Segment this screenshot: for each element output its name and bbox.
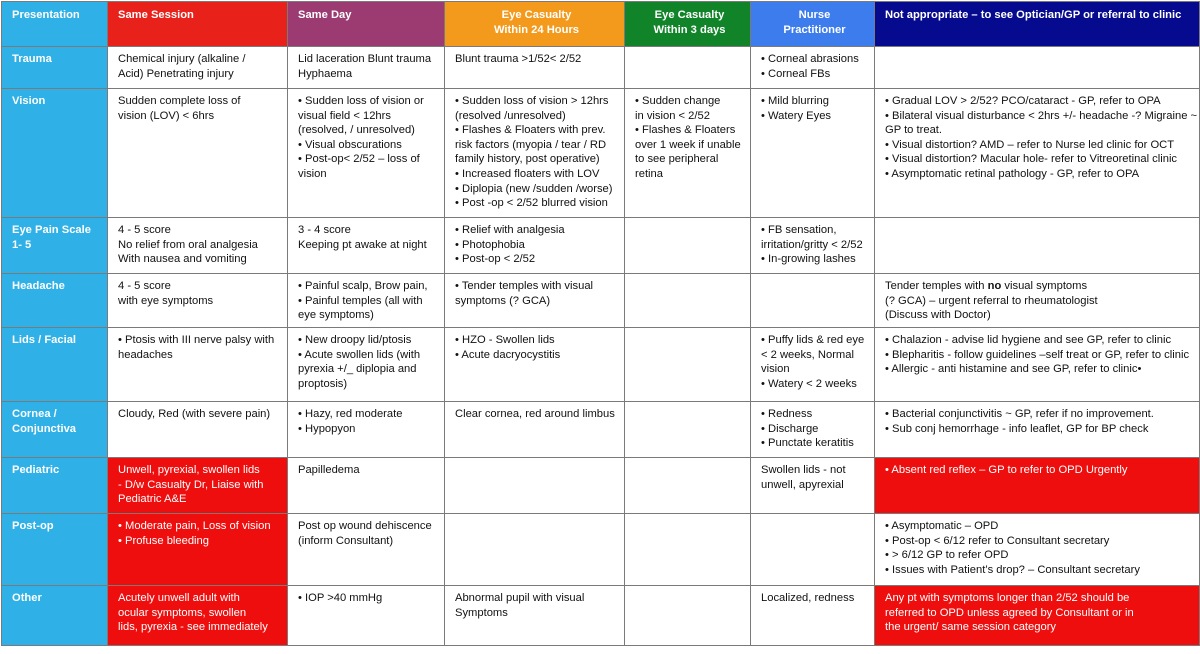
cell-line: Keeping pt awake at night [298,238,427,251]
cell-line: • Sudden loss of vision > 12hrs [455,95,609,107]
cell-line: (inform Consultant) [298,534,394,547]
cell-line: (Discuss with Doctor) [885,309,991,322]
cell-line: • Watery < 2 weeks [761,377,857,390]
table-row [2,47,1200,89]
cell-line: 1- 5 [12,238,32,251]
not-appropriate-cell [875,586,1200,646]
cell-line: • Increased floaters with LOV [455,167,600,180]
cell-line: Chemical injury (alkaline / [118,53,246,65]
cell-line: No relief from oral analgesia [118,238,258,251]
cell-line: • Painful temples (all with [298,294,423,307]
eye-casualty-3d-cell [625,328,751,402]
eye-casualty-24h-cell [445,458,625,514]
cell-line: • Absent red reflex – GP to refer to OPD Urgently [885,464,1128,476]
same-day-cell [288,586,445,646]
cell-line: Papilledema [298,464,360,476]
cell-line: to see peripheral [635,153,719,166]
same-day-cell [288,328,445,402]
cell-line: Unwell, pyrexial, swollen lids [118,464,260,476]
cell-line: • Visual distortion? AMD – refer to Nurse led clinic for OCT [885,138,1175,151]
cell-line: Swollen lids - not [761,464,846,476]
eye-casualty-24h-cell [445,402,625,458]
eye-casualty-24h-cell [445,89,625,218]
table-row [2,402,1200,458]
cell-line: symptoms (? GCA) [455,294,551,307]
cell-line: Post op wound dehiscence [298,520,432,532]
cell-line: • Gradual LOV > 2/52? PCO/cataract - GP, refer to OPA [885,95,1161,107]
cell-line: Acutely unwell adult with [118,592,240,604]
cell-line: (resolved, / unresolved) [298,124,415,137]
cell-line: Blunt trauma >1/52< 2/52 [455,53,582,65]
presentation-cell [2,89,108,218]
eye-casualty-3d-cell [625,586,751,646]
cell-line: • Relief with analgesia [455,224,565,236]
cell-text: visual symptoms [1001,280,1088,292]
cell-line: eye symptoms) [298,309,374,322]
cell-line: pyrexia +/_ diplopia and [298,363,417,376]
cell-line: lids, pyrexia - see immediately [118,621,268,634]
cell-line: • Painful scalp, Brow pain, [298,280,428,292]
cell-line: • Corneal FBs [761,67,831,80]
cell-line: • > 6/12 GP to refer OPD [885,549,1009,562]
cell-line: retina [635,167,663,180]
header-not-appropriate: Not appropriate – to see Optician/GP or referral to clinic [875,2,1200,47]
cell-line: Localized, redness [761,592,855,604]
cell-line: • Post-op < 2/52 [455,253,536,266]
cell-line: • Sudden loss of vision or [298,95,424,107]
cell-line: • IOP >40 mmHg [298,592,383,604]
cell-line: Vision [12,95,46,107]
cell-line: • Profuse bleeding [118,534,209,547]
cell-line: • Hazy, red moderate [298,408,403,420]
not-appropriate-cell [875,47,1200,89]
not-appropriate-cell [875,89,1200,218]
eye-casualty-24h-cell [445,274,625,328]
cell-line: Clear cornea, red around limbus [455,408,615,420]
cell-line: < 2 weeks, Normal [761,348,854,361]
presentation-cell [2,274,108,328]
cell-line: Lid laceration Blunt trauma [298,53,432,65]
cell-line: • Sub conj hemorrhage - info leaflet, GP for BP check [885,422,1149,435]
table-body [2,47,1200,646]
eye-casualty-3d-cell [625,47,751,89]
cell-line: • Flashes & Floaters with prev. [455,124,606,137]
triage-table [1,1,1200,646]
table-row [2,328,1200,402]
cell-line: Symptoms [455,606,508,619]
cell-line: referred to OPD unless agreed by Consultant or in [885,606,1134,619]
not-appropriate-cell [875,328,1200,402]
nurse-practitioner-cell [751,89,875,218]
cell-line: Lids / Facial [12,334,77,346]
cell-line: Hyphaema [298,67,353,80]
cell-line: • Photophobia [455,238,525,251]
presentation-cell [2,458,108,514]
cell-line: Cornea / [12,408,57,420]
cell-line: - D/w Casualty Dr, Liaise with [118,478,264,491]
header-same-day: Same Day [288,2,445,47]
cell-line: unwell, apyrexial [761,478,844,491]
table-row [2,514,1200,586]
cell-line: • HZO - Swollen lids [455,334,555,346]
not-appropriate-cell [875,274,1200,328]
same-session-cell [108,402,288,458]
cell-line: vision [761,363,790,376]
same-day-cell [288,514,445,586]
cell-line: proptosis) [298,377,348,390]
nurse-practitioner-cell [751,328,875,402]
table-row [2,586,1200,646]
eye-casualty-3d-cell [625,274,751,328]
cell-line: • Bilateral visual disturbance < 2hrs +/- headache -? Migraine ~ [885,109,1198,122]
nurse-practitioner-cell [751,47,875,89]
cell-line: Cloudy, Red (with severe pain) [118,408,271,420]
cell-line: • Mild blurring [761,95,829,107]
cell-line: • New droopy lid/ptosis [298,334,412,346]
header-row [2,2,1200,47]
cell-line: in vision < 2/52 [635,109,710,122]
table-row [2,218,1200,274]
not-appropriate-cell [875,514,1200,586]
same-day-cell [288,89,445,218]
cell-text: Tender temples with [885,280,988,292]
cell-line: 4 - 5 score [118,280,171,292]
same-session-cell [108,458,288,514]
same-session-cell [108,514,288,586]
cell-line: With nausea and vomiting [118,253,247,266]
same-day-cell [288,274,445,328]
cell-line: • Moderate pain, Loss of vision [118,520,271,532]
cell-line: Sudden complete loss of [118,95,241,107]
cell-line: • Issues with Patient’s drop? – Consultant secretary [885,563,1140,576]
cell-line: Abnormal pupil with visual [455,592,585,604]
header-nurse-practitioner-line1: Nurse [798,9,831,21]
header-nurse-practitioner [751,2,875,47]
eye-casualty-3d-cell [625,89,751,218]
same-day-cell [288,402,445,458]
cell-line: over 1 week if unable [635,138,741,151]
same-day-cell [288,47,445,89]
header-eye-casualty-3d [625,2,751,47]
cell-line: Eye Pain Scale [12,224,91,236]
cell-line: (? GCA) – urgent referral to rheumatologist [885,294,1098,307]
presentation-cell [2,328,108,402]
cell-line: • Corneal abrasions [761,53,859,65]
eye-casualty-3d-cell [625,458,751,514]
cell-line: • Visual obscurations [298,138,402,151]
nurse-practitioner-cell [751,586,875,646]
cell-line: • Puffy lids & red eye [761,334,865,346]
nurse-practitioner-cell [751,274,875,328]
header-eye-casualty-3d-line2: Within 3 days [653,23,726,36]
cell-line: • Diplopia (new /sudden /worse) [455,182,613,195]
header-eye-casualty-3d-line1: Eye Casualty [654,9,725,21]
same-day-cell [288,218,445,274]
header-eye-casualty-24h-line1: Eye Casualty [501,9,572,21]
cell-line: • FB sensation, [761,224,837,236]
presentation-cell [2,402,108,458]
cell-line: • Watery Eyes [761,109,832,122]
cell-line: with eye symptoms [118,294,214,307]
cell-line: • Flashes & Floaters [635,124,736,137]
nurse-practitioner-cell [751,514,875,586]
cell-line: • Visual distortion? Macular hole- refer to Vitreoretinal clinic [885,153,1178,166]
presentation-cell [2,514,108,586]
eye-casualty-3d-cell [625,218,751,274]
cell-line: vision [298,167,327,180]
cell-line: 4 - 5 score [118,224,171,236]
cell-line: • Hypopyon [298,422,356,435]
eye-casualty-24h-cell [445,47,625,89]
cell-line: headaches [118,348,173,361]
cell-line: • In-growing lashes [761,253,856,266]
cell-bold-text: no [987,280,1002,292]
cell-line: • Tender temples with visual [455,280,594,292]
nurse-practitioner-cell [751,402,875,458]
cell-line: • Post-op < 6/12 refer to Consultant secretary [885,534,1110,547]
header-presentation: Presentation [2,2,108,47]
eye-casualty-3d-cell [625,402,751,458]
not-appropriate-cell [875,218,1200,274]
cell-line: Post-op [12,520,54,532]
same-session-cell [108,89,288,218]
cell-line: Pediatric A&E [118,493,187,506]
cell-line: irritation/gritty < 2/52 [761,238,863,251]
header-same-session: Same Session [108,2,288,47]
table-row [2,89,1200,218]
presentation-cell [2,586,108,646]
cell-line: ocular symptoms, swollen [118,606,247,619]
cell-line: • Acute swollen lids (with [298,348,421,361]
eye-casualty-24h-cell [445,328,625,402]
same-session-cell [108,328,288,402]
cell-line: Any pt with symptoms longer than 2/52 should be [885,592,1130,604]
not-appropriate-cell [875,458,1200,514]
eye-casualty-3d-cell [625,514,751,586]
cell-line: • Blepharitis - follow guidelines –self treat or GP, refer to clinic [885,348,1190,361]
cell-line: the urgent/ same session category [885,621,1057,634]
eye-casualty-24h-cell [445,514,625,586]
cell-line: • Asymptomatic retinal pathology - GP, refer to OPA [885,167,1140,180]
nurse-practitioner-cell [751,218,875,274]
presentation-cell [2,218,108,274]
cell-line [885,279,1193,294]
same-day-cell [288,458,445,514]
cell-line: • Sudden change [635,95,721,107]
cell-line: Headache [12,280,65,292]
table-row [2,274,1200,328]
same-session-cell [108,47,288,89]
eye-casualty-24h-cell [445,218,625,274]
cell-line: • Post -op < 2/52 blurred vision [455,197,608,210]
header-eye-casualty-24h-line2: Within 24 Hours [493,23,580,36]
eye-casualty-24h-cell [445,586,625,646]
cell-line: risk factors (myopia / tear / RD [455,138,607,151]
same-session-cell [108,274,288,328]
cell-line: • Bacterial conjunctivitis ~ GP, refer if no improvement. [885,408,1154,420]
cell-line: (resolved /unresolved) [455,109,566,122]
presentation-cell [2,47,108,89]
cell-line: Pediatric [12,464,60,476]
cell-line: Acid) Penetrating injury [118,67,234,80]
header-eye-casualty-24h [445,2,625,47]
cell-line: • Allergic - anti histamine and see GP, refer to clinic• [885,363,1142,376]
cell-line: 3 - 4 score [298,224,351,236]
not-appropriate-cell [875,402,1200,458]
table-row [2,458,1200,514]
cell-line: vision (LOV) < 6hrs [118,109,215,122]
cell-line: • Ptosis with III nerve palsy with [118,334,275,346]
cell-line: GP to treat. [885,124,943,137]
cell-line: • Redness [761,408,813,420]
cell-line: visual field < 12hrs [298,109,391,122]
cell-line: • Asymptomatic – OPD [885,520,999,532]
cell-line: Other [12,592,42,604]
same-session-cell [108,218,288,274]
cell-line: • Post-op< 2/52 – loss of [298,153,420,166]
header-nurse-practitioner-line2: Practitioner [783,23,846,36]
cell-line: family history, post operative) [455,153,600,166]
cell-line: • Discharge [761,422,819,435]
cell-line: • Punctate keratitis [761,437,854,450]
cell-line: • Chalazion - advise lid hygiene and see GP, refer to clinic [885,334,1172,346]
same-session-cell [108,586,288,646]
nurse-practitioner-cell [751,458,875,514]
cell-line: Trauma [12,53,52,65]
cell-line: • Acute dacryocystitis [455,348,561,361]
cell-line: Conjunctiva [12,422,77,435]
